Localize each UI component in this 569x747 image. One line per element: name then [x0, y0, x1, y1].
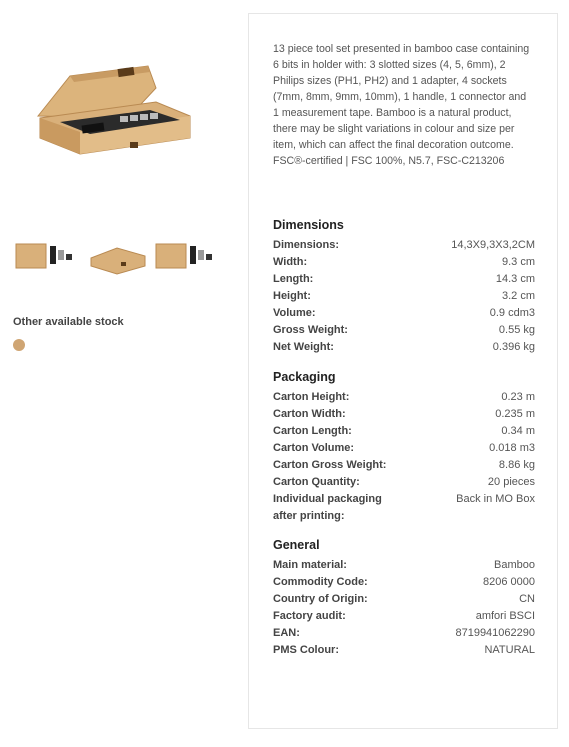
spec-row [273, 406, 535, 423]
spec-label: Carton Volume: [273, 442, 355, 454]
spec-row [273, 608, 535, 625]
spec-row [273, 271, 535, 288]
spec-label: EAN: [273, 627, 300, 639]
thumbnail-2[interactable] [87, 236, 149, 276]
spec-value: Bamboo [494, 559, 535, 571]
spec-label: Factory audit: [273, 610, 346, 622]
packaging-section [273, 369, 535, 525]
spec-row [273, 642, 535, 659]
spec-value: 0.9 cdm3 [489, 307, 535, 319]
thumbnail-strip [14, 236, 224, 276]
spec-row [273, 423, 535, 440]
spec-label: Commodity Code: [273, 576, 368, 588]
spec-label: Individual packaging after printing: [273, 493, 382, 522]
spec-value: NATURAL [484, 644, 535, 656]
spec-value: 0.235 m [495, 408, 535, 420]
spec-label: Carton Length: [273, 425, 352, 437]
spec-label: Width: [273, 256, 308, 268]
spec-value: 9.3 cm [501, 256, 535, 268]
general-section [273, 537, 535, 659]
spec-value: 0.34 m [501, 425, 535, 437]
spec-label: PMS Colour: [273, 644, 339, 656]
stock-color-swatch[interactable] [13, 339, 25, 351]
general-rows [273, 557, 535, 659]
packaging-heading: Packaging [273, 370, 336, 384]
product-details-panel [248, 13, 558, 729]
packaging-rows [273, 389, 535, 525]
spec-row [273, 254, 535, 271]
spec-row [273, 625, 535, 642]
spec-row [273, 305, 535, 322]
spec-label: Carton Height: [273, 391, 350, 403]
spec-value: 14,3X9,3X3,2CM [451, 239, 535, 251]
thumbnail-3[interactable] [154, 236, 216, 276]
spec-row [273, 389, 535, 406]
spec-label: Gross Weight: [273, 324, 348, 336]
spec-label: Carton Width: [273, 408, 346, 420]
spec-label: Volume: [273, 307, 316, 319]
spec-value: 0.018 m3 [489, 442, 535, 454]
spec-row [273, 491, 535, 525]
spec-value: Back in MO Box [456, 493, 535, 505]
spec-value: 20 pieces [487, 476, 535, 488]
general-heading: General [273, 538, 320, 552]
spec-label: Length: [273, 273, 314, 285]
spec-row [273, 339, 535, 356]
spec-value: 8206 0000 [483, 576, 535, 588]
spec-row [273, 322, 535, 339]
spec-value: CN [519, 593, 535, 605]
spec-label: Dimensions: [273, 239, 340, 251]
product-main-image [30, 58, 195, 160]
dimensions-section [273, 217, 535, 356]
product-description: 13 piece tool set presented in bamboo case containing 6 bits in holder with: 3 slotted sizes (4, 5, 6mm), 2 Philips sizes (PH1, PH2) and 1 adapter, 4 sockets (7mm, 8mm, 9mm, 10mm), 1 handle, 1 connector and 1 measurement tape. Bamboo is a natural product, there may be slight variations in colour and size per item, which can affect the final decoration outcome. FSC®-certified | FSC 100%, N5.7, FSC-C213206 [273, 43, 530, 167]
spec-label: Carton Quantity: [273, 476, 360, 488]
spec-label: Country of Origin: [273, 593, 368, 605]
spec-value: 3.2 cm [501, 290, 535, 302]
spec-row [273, 457, 535, 474]
thumbnail-1[interactable] [14, 236, 76, 276]
spec-value: 8719941062290 [455, 627, 535, 639]
spec-label: Net Weight: [273, 341, 334, 353]
spec-value: 0.23 m [501, 391, 535, 403]
spec-value: amfori BSCI [475, 610, 535, 622]
other-stock-title: Other available stock [13, 316, 124, 328]
spec-row [273, 591, 535, 608]
spec-row [273, 440, 535, 457]
spec-value: 0.396 kg [492, 341, 535, 353]
spec-value: 0.55 kg [498, 324, 535, 336]
spec-row [273, 237, 535, 254]
dimensions-rows [273, 237, 535, 356]
spec-row [273, 557, 535, 574]
spec-row [273, 574, 535, 591]
spec-value: 8.86 kg [498, 459, 535, 471]
dimensions-heading: Dimensions [273, 218, 344, 232]
spec-label: Main material: [273, 559, 347, 571]
spec-value: 14.3 cm [495, 273, 535, 285]
spec-label: Height: [273, 290, 311, 302]
spec-row [273, 288, 535, 305]
spec-row [273, 474, 535, 491]
spec-label: Carton Gross Weight: [273, 459, 387, 471]
